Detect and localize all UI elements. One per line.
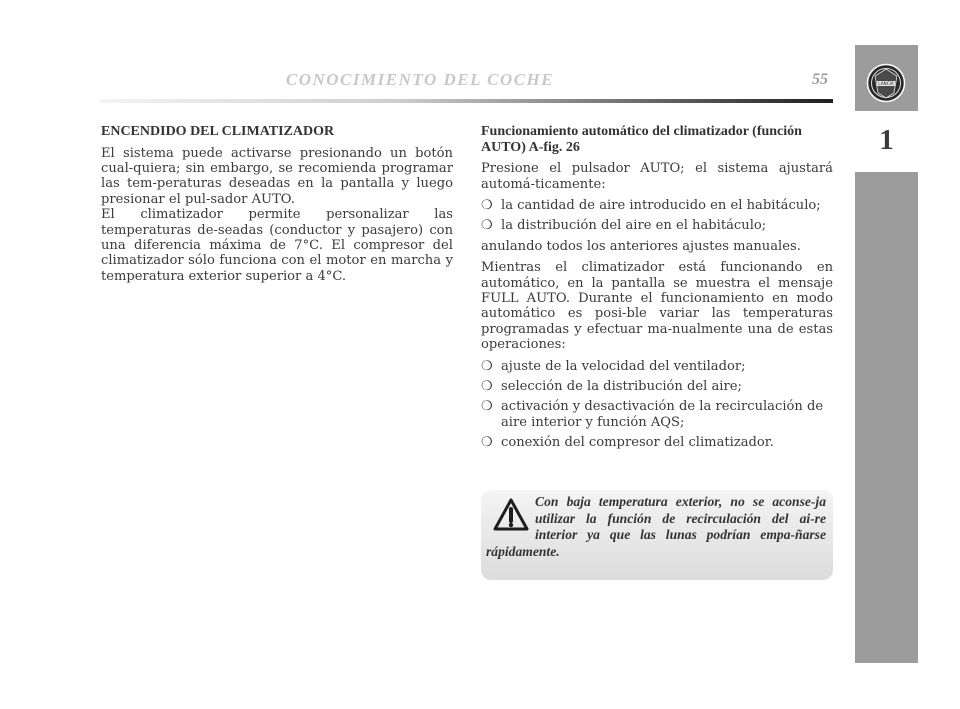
list-item [481, 359, 833, 374]
chapter-number: 1 [879, 124, 894, 156]
bullet-icon: ❍ [481, 218, 493, 234]
bullet-icon: ❍ [481, 358, 493, 374]
lancia-logo-text: LANCIA [878, 81, 894, 86]
subsection-heading: Funcionamiento automático del climatizador (función AUTO) A-fig. 26 [481, 124, 802, 155]
list-item-text: la cantidad de aire introducido en el habitáculo; [501, 198, 821, 213]
list-item [481, 435, 833, 450]
paragraph: El sistema puede activarse presionando un botón cual-quiera; sin embargo, se recomienda programar las tem-peraturas deseadas en la pantalla y luego presionar el pul-sador AUTO. [101, 145, 453, 207]
paragraph: Presione el pulsador AUTO; el sistema ajustará automá-ticamente: [481, 161, 833, 192]
header-rule [100, 99, 833, 103]
list-item-text: la distribución del aire en el habitáculo; [501, 218, 767, 234]
paragraph: anulando todos los anteriores ajustes manuales. [481, 238, 801, 254]
warning-text: Con baja temperatura exterior, no se aconse-ja utilizar la función de recirculación del ai-re interior ya que las lunas podrían empa-ñarse rápidamente. [486, 494, 826, 559]
page-number: 55 [812, 71, 828, 88]
list-item [481, 218, 833, 233]
right-column [481, 124, 833, 456]
list-item-text: ajuste de la velocidad del ventilador; [501, 358, 746, 374]
list-item-text: activación y desactivación de la recirculación de aire interior y función AQS; [501, 399, 824, 430]
list-item-text: selección de la distribución del aire; [501, 379, 742, 395]
list-item [481, 399, 833, 430]
paragraph: Mientras el climatizador está funcionando en automático, en la pantalla se muestra el mensaje FULL AUTO. Durante el funcionamiento en modo automático es posi-ble variar las temperaturas programadas y efectuar ma-nualmente una de estas operaciones: [481, 260, 833, 353]
left-column [101, 124, 453, 290]
paragraph: El climatizador permite personalizar las temperaturas de-seadas (conductor y pasajero) con una diferencia máxima de 7°C. El compresor del climatizador sólo funciona con el motor en marcha y temperatura exterior superior a 4°C. [101, 207, 453, 284]
bullet-icon: ❍ [481, 198, 493, 213]
list-item [481, 198, 833, 213]
list-item [481, 379, 833, 394]
page-header-title: CONOCIMIENTO DEL COCHE [285, 70, 555, 89]
bullet-icon: ❍ [481, 399, 493, 415]
bullet-icon: ❍ [481, 435, 493, 451]
bullet-icon: ❍ [481, 379, 493, 395]
section-heading: ENCENDIDO DEL CLIMATIZADOR [101, 124, 335, 139]
lancia-logo-icon [866, 63, 906, 103]
list-item-text: conexión del compresor del climatizador. [501, 435, 774, 451]
